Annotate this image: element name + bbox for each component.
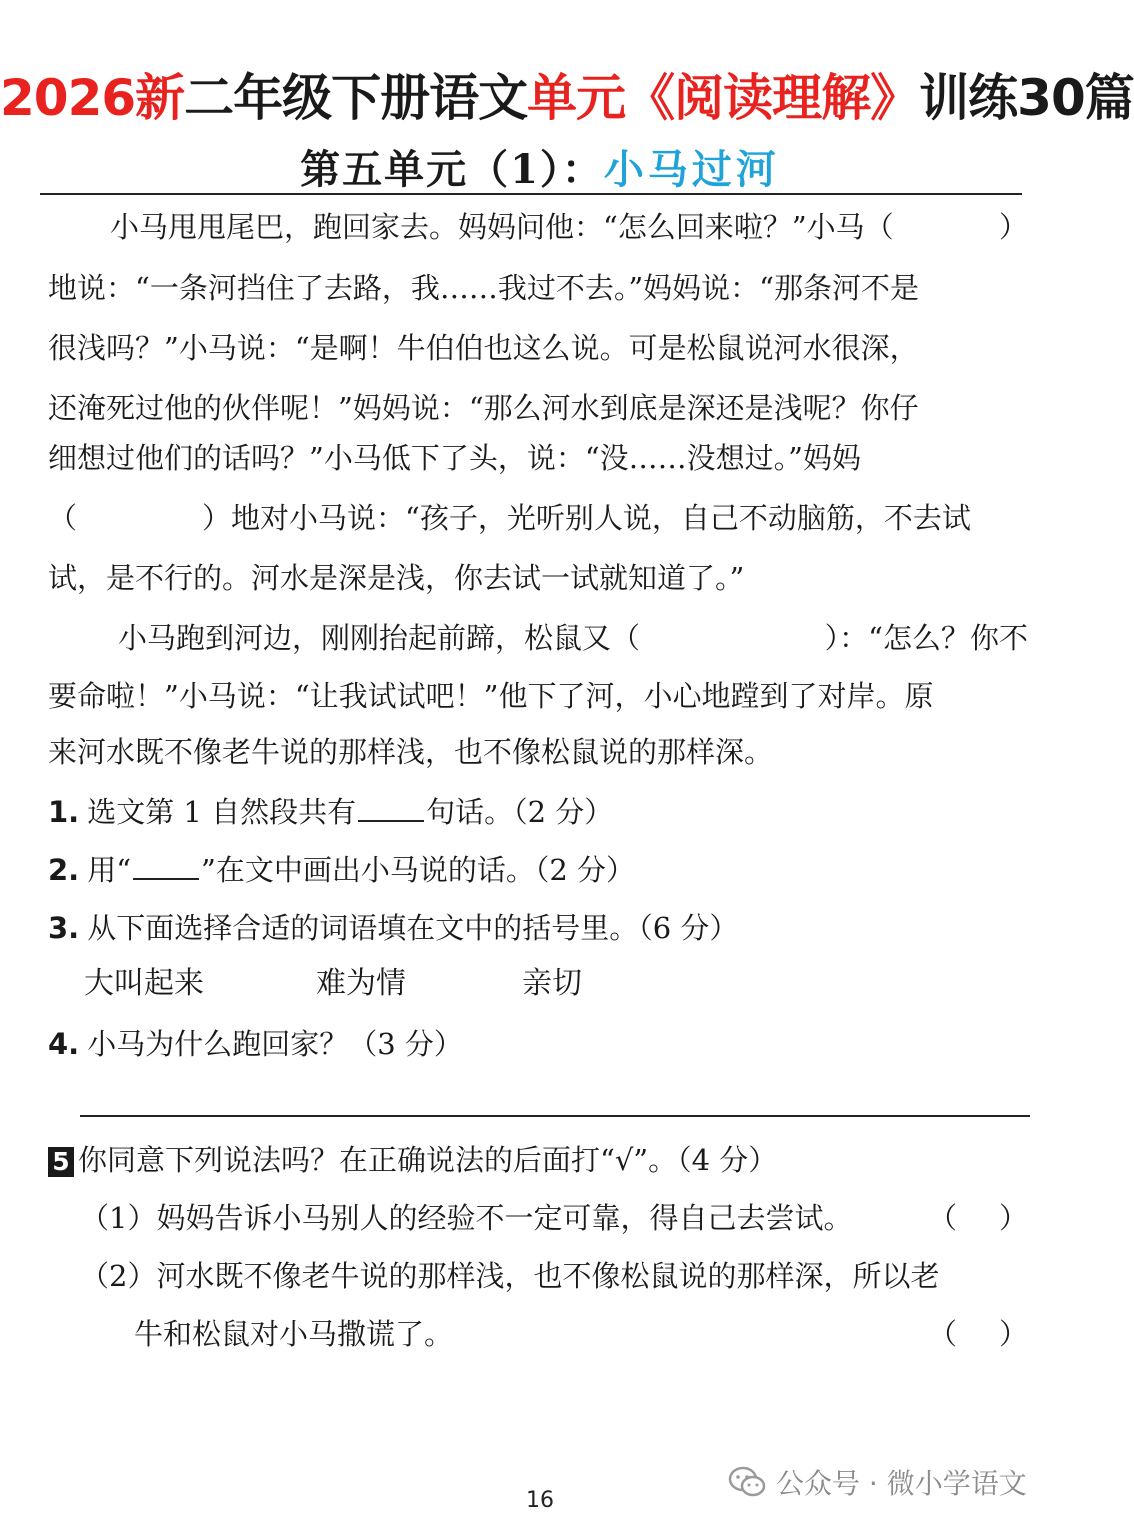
document-title: [0, 58, 1134, 130]
answer-paren-open: （: [48, 501, 78, 535]
passage-line-3: [48, 326, 1028, 367]
passage-line-5: [48, 436, 1028, 477]
passage-text: 很浅吗？”小马说：“是啊！牛伯伯也这么说。可是松鼠说河水很深，: [48, 331, 919, 365]
passage-text: ）地对小马说：“孩子，光听别人说，自己不动脑筋，不去试: [202, 501, 971, 535]
passage-line-10: [48, 730, 1028, 771]
answer-underline[interactable]: [358, 794, 424, 822]
question-1: [48, 790, 1028, 831]
question-number: 2.: [48, 853, 80, 887]
subtitle-lesson: 小马过河: [603, 146, 780, 193]
question-text: 句话。（2 分）: [426, 795, 614, 829]
watermark: [728, 1462, 1027, 1502]
title-part-unit: 单元《阅读理解》: [527, 69, 920, 127]
question-3: [48, 906, 1028, 947]
word-choice: 亲切: [522, 966, 582, 1001]
title-part-grade: 二年级下册语文: [184, 69, 528, 127]
title-part-count: 训练30篇: [919, 69, 1134, 127]
question-number: 3.: [48, 911, 80, 945]
passage-text: 试，是不行的。河水是深是浅，你去试一试就知道了。”: [48, 561, 745, 595]
question-2: [48, 848, 1028, 889]
passage-line-4: [48, 386, 1028, 427]
passage-line-8: [118, 616, 1028, 657]
passage-text: ）：“怎么？你不: [824, 621, 1028, 655]
question-number: 1.: [48, 795, 80, 829]
question-text: 从下面选择合适的词语填在文中的括号里。（6 分）: [87, 911, 739, 945]
passage-text: 还淹死过他的伙伴呢！”妈妈说：“那么河水到底是深还是浅呢？你仔: [48, 391, 919, 425]
question-5-item-1: [80, 1196, 1028, 1237]
question-number-badge: 5: [48, 1147, 74, 1177]
question-5-item-2-cont: [134, 1312, 1028, 1353]
statement-text: （2）河水既不像老牛说的那样浅，也不像松鼠说的那样深，所以老: [80, 1259, 940, 1293]
underline-sample: [133, 852, 199, 880]
question-text: 选文第 1 自然段共有: [87, 795, 357, 829]
title-part-year: 2026新: [0, 69, 185, 127]
passage-text: 小马甩甩尾巴，跑回家去。妈妈问他：“怎么回来啦？”小马（: [110, 210, 894, 244]
passage-text: 地说：“一条河挡住了去路，我……我过不去。”妈妈说：“那条河不是: [48, 271, 919, 305]
question-text: 你同意下列说法吗？在正确说法的后面打“√”。（4 分）: [78, 1143, 778, 1177]
answer-paren-close: ）: [998, 210, 1028, 244]
answer-line[interactable]: [80, 1115, 1030, 1117]
passage-line-7: [48, 556, 1028, 597]
passage-text: 要命啦！”小马说：“让我试试吧！”他下了河，小心地蹚到了对岸。原: [48, 679, 934, 713]
question-5-item-2: [80, 1254, 1028, 1295]
question-4: [48, 1022, 1028, 1063]
wechat-icon: [728, 1466, 766, 1498]
passage-text: 来河水既不像老牛说的那样浅，也不像松鼠说的那样深。: [48, 735, 774, 769]
statement-text: （1）妈妈告诉小马别人的经验不一定可靠，得自己去尝试。: [80, 1201, 853, 1235]
passage-line-2: [48, 266, 1028, 307]
question-text: ”在文中画出小马说的话。（2 分）: [201, 853, 636, 887]
word-choice: 难为情: [316, 966, 406, 1001]
watermark-text: 公众号 · 微小学语文: [776, 1467, 1027, 1500]
statement-text: 牛和松鼠对小马撒谎了。: [134, 1317, 454, 1351]
page-number: 16: [526, 1488, 554, 1513]
question-5: [48, 1138, 1028, 1179]
passage-text: 小马跑到河边，刚刚抬起前蹄，松鼠又（: [118, 621, 641, 655]
passage-line-6: [48, 496, 1028, 537]
question-text: 用“: [87, 853, 132, 887]
passage-line-9: [48, 674, 1028, 715]
passage-text: 细想过他们的话吗？”小马低下了头，说：“没……没想过。”妈妈: [48, 441, 861, 475]
document-subtitle: [0, 138, 1080, 195]
subtitle-unit: 第五单元（1）：: [300, 146, 604, 193]
check-paren[interactable]: （ ）: [927, 1317, 1028, 1351]
passage-line-1: [110, 205, 1028, 246]
question-text: 小马为什么跑回家？（3 分）: [87, 1027, 463, 1061]
header-divider: [40, 193, 1022, 195]
check-paren[interactable]: （ ）: [927, 1201, 1028, 1235]
question-number: 4.: [48, 1027, 80, 1061]
word-choice: 大叫起来: [84, 966, 204, 1001]
